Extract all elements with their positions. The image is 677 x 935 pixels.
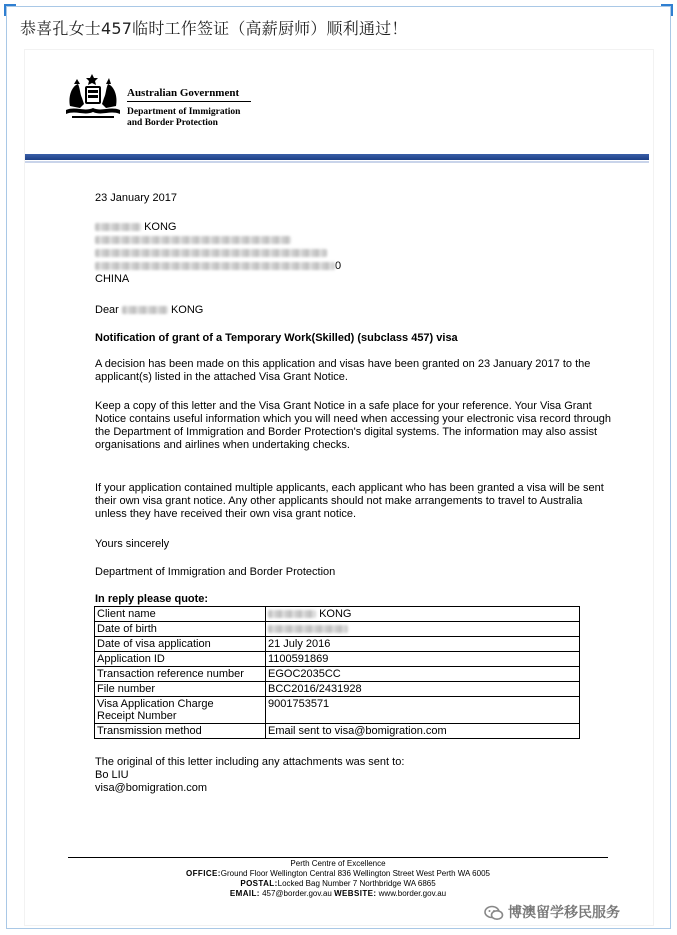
salutation: Dear KONG: [95, 304, 204, 316]
redacted-given-name: [122, 306, 168, 314]
sent-to-block: The original of this letter including any attachments was sent to: Bo LIU visa@bomigration.com: [95, 756, 405, 794]
letterhead-rule: [127, 101, 251, 102]
address-line-1: [95, 234, 615, 247]
post-title: 恭喜孔女士457临时工作签证（高薪厨师）顺利通过！: [20, 19, 408, 38]
letter-heading: Notification of grant of a Temporary Work(Skilled) (subclass 457) visa: [95, 332, 458, 344]
table-row: Visa Application Charge Receipt Number 9001753571: [95, 697, 580, 724]
footer-postal: POSTAL:Locked Bag Number 7 Northbridge WA 6865: [240, 879, 436, 888]
address-line-3: 0: [95, 260, 615, 273]
paragraph-decision: A decision has been made on this application and visas have been granted on 23 January 2017 to the applicant(s) listed in the attached Visa Grant Notice.: [95, 358, 591, 383]
table-row: Transaction reference number EGOC2035CC: [95, 667, 580, 682]
footer-centre: Perth Centre of Excellence: [290, 859, 386, 868]
letter-scan: [25, 50, 653, 925]
recipient-address: [95, 221, 615, 286]
redacted-given-name: [95, 223, 141, 231]
redacted-address: [95, 236, 291, 244]
signature: Department of Immigration and Border Protection: [95, 566, 336, 578]
redacted-given-name: [268, 610, 316, 618]
footer-office: OFFICE:Ground Floor Wellington Central 836 Wellington Street West Perth WA 6005: [186, 869, 490, 878]
government-name: Australian Government: [127, 87, 240, 99]
paragraph-keep-copy: Keep a copy of this letter and the Visa Grant Notice in a safe place for your reference. Your Visa Grant Notice contains useful information which you will need when accessing your electronic visa record through the Department of Immigration and Border Protection's digital systems. The information may also assist organisations and airlines when undertaking checks.: [95, 400, 612, 451]
table-row: Transmission method Email sent to visa@bomigration.com: [95, 724, 580, 739]
department-name: Department of Immigration and Border Protection: [127, 107, 241, 128]
table-row: File number BCC2016/2431928: [95, 682, 580, 697]
watermark: 博澳留学移民服务: [484, 902, 620, 922]
closing: Yours sincerely: [95, 538, 170, 550]
frame-corner-top-right: [661, 4, 673, 16]
coat-of-arms-icon: [62, 72, 124, 120]
paragraph-multiple-applicants: If your application contained multiple applicants, each applicant who has been granted a visa will be sent their own visa grant notice. Any other applicants should not make arrangements to travel to Australia unless they have received their own visa grant notice.: [95, 482, 604, 520]
frame-corner-top-left: [4, 4, 16, 16]
table-row: Date of birth: [95, 622, 580, 637]
table-row: Application ID 1100591869: [95, 652, 580, 667]
redacted-date-of-birth: [268, 625, 348, 633]
letter-date: 23 January 2017: [95, 192, 177, 204]
footer-contact: EMAIL: 457@border.gov.au WEBSITE: www.border.gov.au: [229, 889, 447, 898]
table-row: Client name KONG: [95, 607, 580, 622]
wechat-icon: [484, 905, 504, 921]
footer-rule: [68, 857, 608, 858]
reference-table: [94, 606, 580, 739]
recipient-name-line: KONG: [95, 221, 615, 234]
recipient-country: CHINA: [95, 273, 130, 285]
table-row: Date of visa application 21 July 2016: [95, 637, 580, 652]
address-line-2: [95, 247, 615, 260]
redacted-address: [95, 262, 335, 270]
letterhead-accent-bar: [25, 154, 649, 160]
redacted-address: [95, 249, 327, 257]
quote-heading: In reply please quote:: [95, 593, 209, 605]
